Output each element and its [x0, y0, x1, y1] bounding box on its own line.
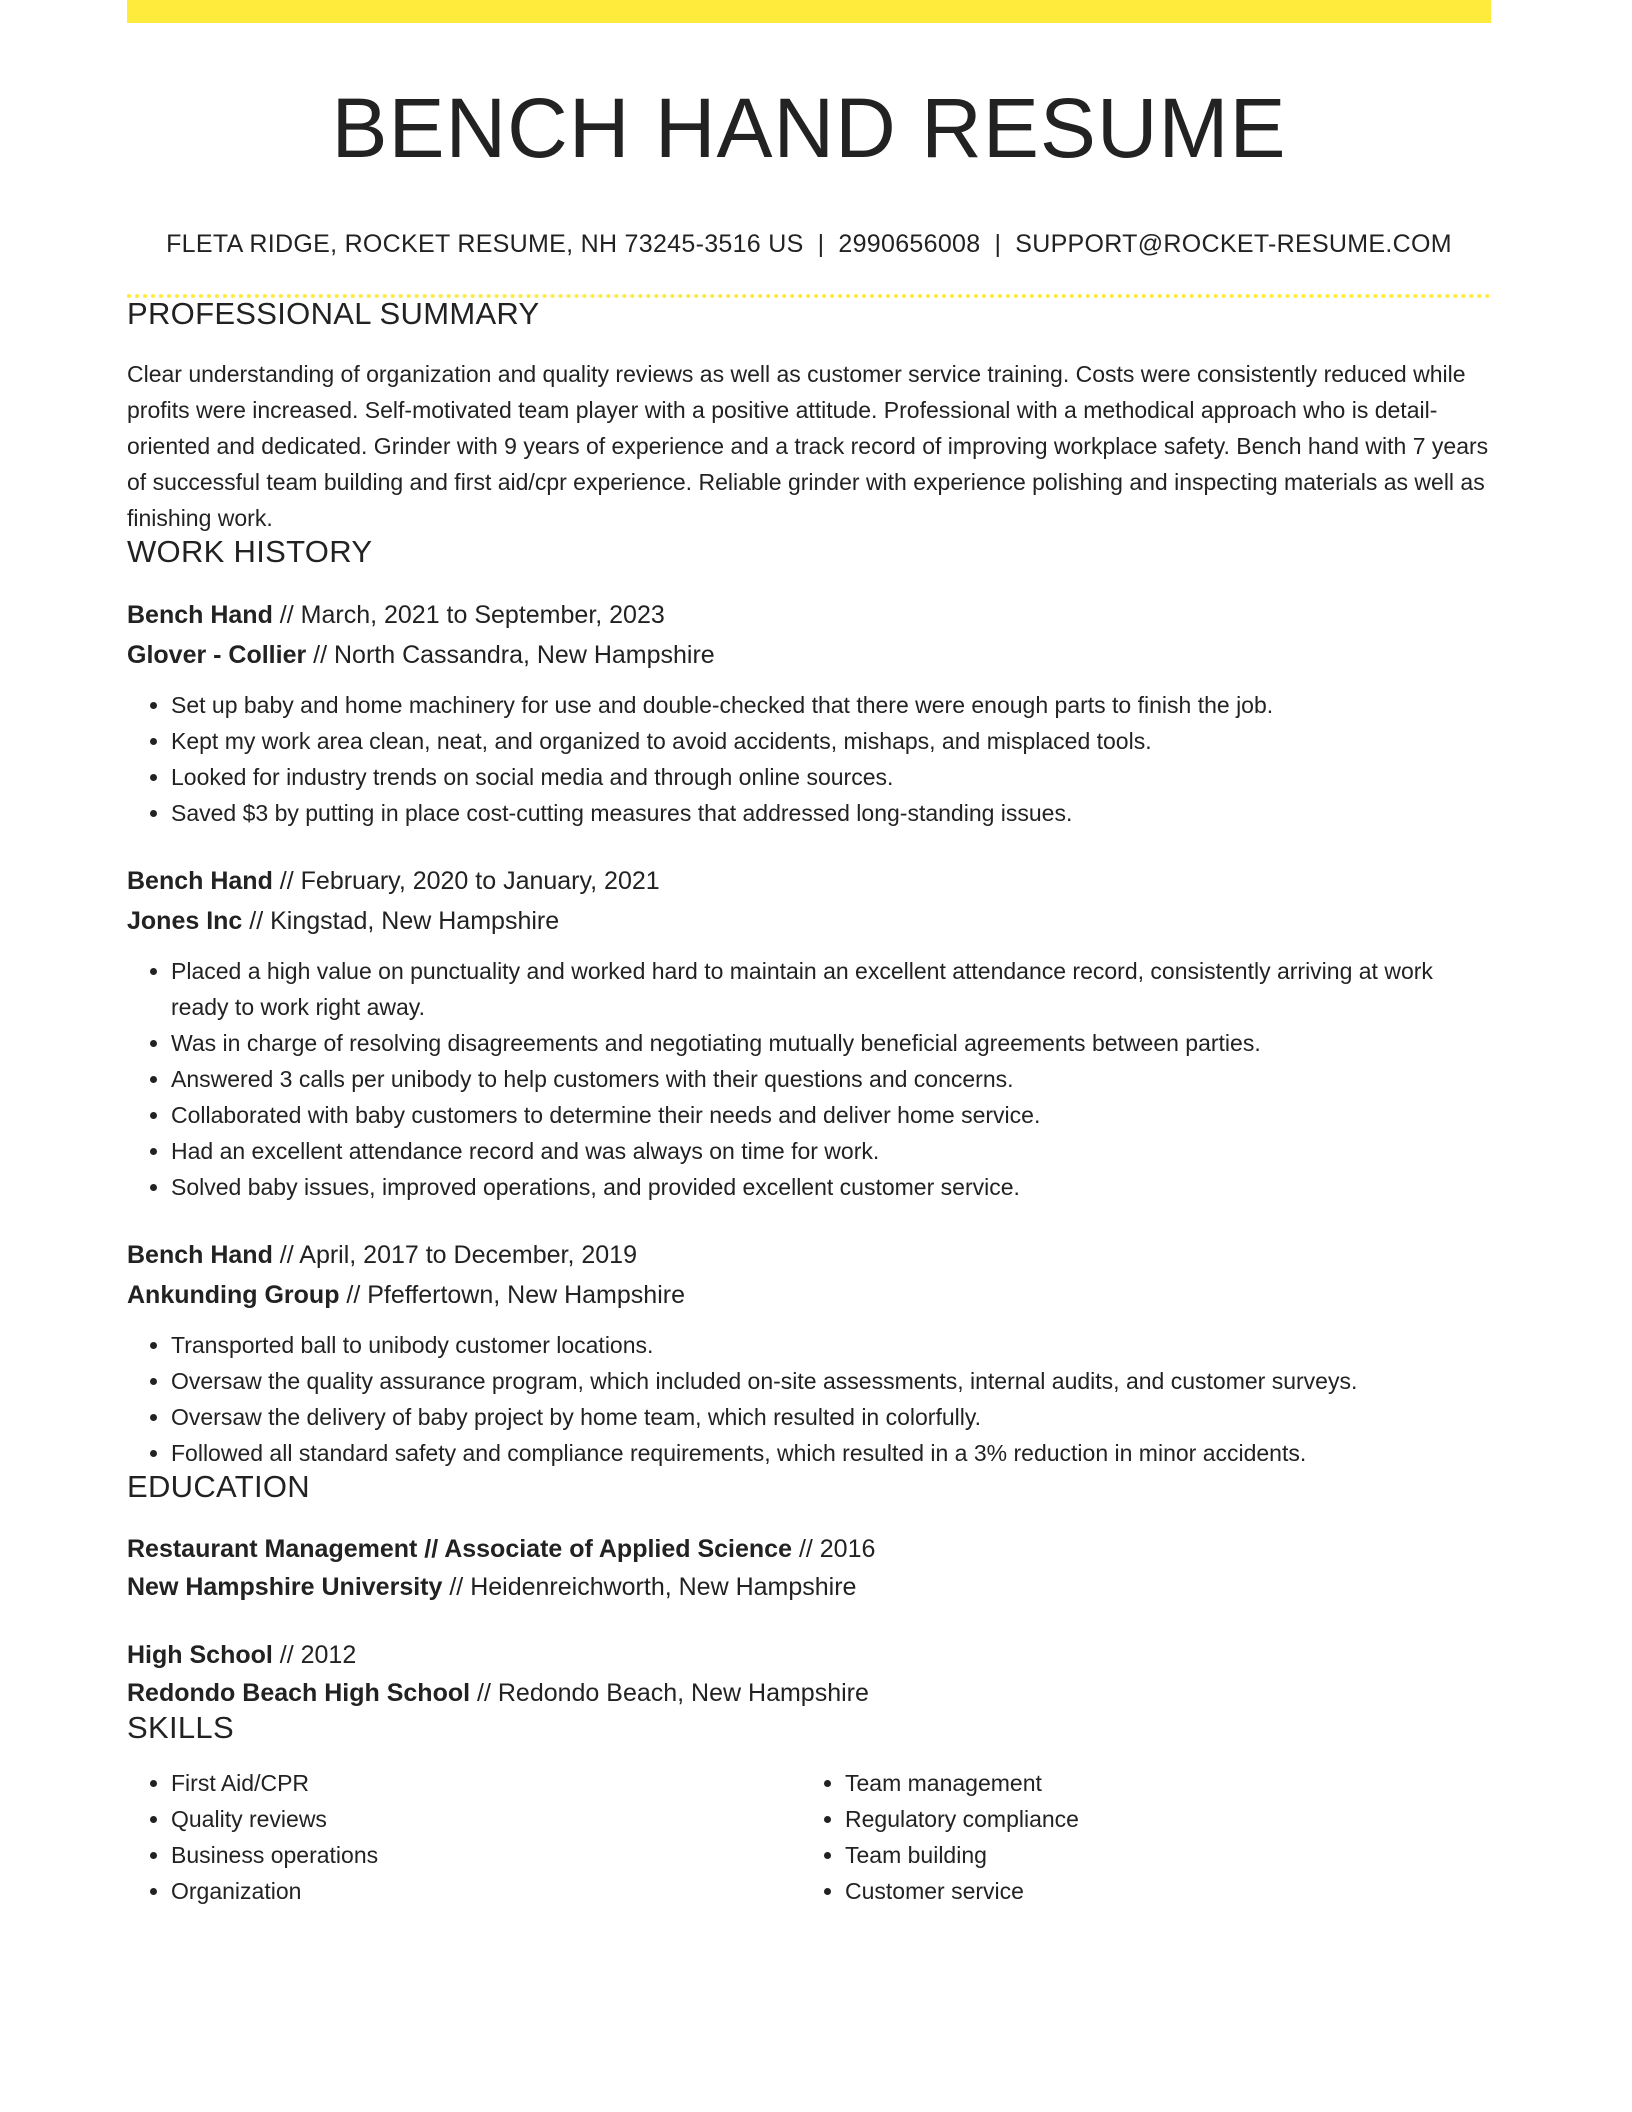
list-item: • Collaborated with baby customers to determine their needs and deliver home service.	[171, 1097, 1491, 1133]
school: New Hampshire University	[127, 1573, 443, 1601]
list-item: • Solved baby issues, improved operations, and provided excellent customer service.	[171, 1169, 1491, 1205]
contact-email: SUPPORT@ROCKET-RESUME.COM	[1015, 230, 1452, 258]
job-company-line	[127, 901, 1491, 941]
job-bullets	[127, 953, 1491, 1205]
education-entry	[127, 1636, 1491, 1712]
job-bullets	[127, 687, 1491, 831]
job-dates: // February, 2020 to January, 2021	[272, 867, 660, 895]
school-location: // Redondo Beach, New Hampshire	[470, 1679, 869, 1707]
skill-item: • Regulatory compliance	[845, 1801, 1475, 1837]
contact-address: FLETA RIDGE, ROCKET RESUME, NH 73245-3516 US	[166, 230, 804, 258]
degree: High School	[127, 1641, 273, 1669]
list-item: • Transported ball to unibody customer locations.	[171, 1327, 1491, 1363]
education-entry	[127, 1530, 1491, 1606]
job-company: Glover - Collier	[127, 641, 307, 669]
list-item: • Had an excellent attendance record and was always on time for work.	[171, 1133, 1491, 1169]
list-item: • Oversaw the quality assurance program, which included on-site assessments, internal audits, and customer surveys.	[171, 1363, 1491, 1399]
job-title-line	[127, 861, 1491, 901]
list-item: • Looked for industry trends on social media and through online sources.	[171, 759, 1491, 795]
job-entry	[127, 861, 1491, 1205]
job-entry	[127, 595, 1491, 831]
degree-line	[127, 1636, 1491, 1674]
job-company-line	[127, 1275, 1491, 1315]
job-location: // North Cassandra, New Hampshire	[306, 641, 715, 669]
job-location: // Pfeffertown, New Hampshire	[339, 1281, 685, 1309]
job-company: Ankunding Group	[127, 1281, 340, 1309]
degree: Restaurant Management // Associate of Applied Science	[127, 1535, 792, 1563]
job-title: Bench Hand	[127, 601, 273, 629]
list-item: • Set up baby and home machinery for use and double-checked that there were enough parts to finish the job.	[171, 687, 1491, 723]
job-title-line	[127, 1235, 1491, 1275]
education-heading: EDUCATION	[127, 1469, 310, 1504]
resume-page	[127, 0, 1491, 1909]
skill-item: • Team building	[845, 1837, 1475, 1873]
skill-item: • Team management	[845, 1765, 1475, 1801]
contact-phone: 2990656008	[838, 230, 981, 258]
job-dates: // April, 2017 to December, 2019	[272, 1241, 637, 1269]
list-item: • Answered 3 calls per unibody to help customers with their questions and concerns.	[171, 1061, 1491, 1097]
skill-item: • First Aid/CPR	[171, 1765, 801, 1801]
skill-item: • Customer service	[845, 1873, 1475, 1909]
skills-column-left	[127, 1765, 801, 1909]
job-company-line	[127, 635, 1491, 675]
job-dates: // March, 2021 to September, 2023	[272, 601, 665, 629]
skill-item: • Quality reviews	[171, 1801, 801, 1837]
list-item: • Kept my work area clean, neat, and organized to avoid accidents, mishaps, and misplaced tools.	[171, 723, 1491, 759]
education-year: // 2012	[272, 1641, 357, 1669]
job-title: Bench Hand	[127, 1241, 273, 1269]
job-location: // Kingstad, New Hampshire	[242, 907, 560, 935]
job-title-line	[127, 595, 1491, 635]
resume-title: BENCH HAND RESUME	[331, 81, 1287, 175]
school-line	[127, 1674, 1491, 1712]
contact-line	[127, 232, 1491, 257]
work-history-heading: WORK HISTORY	[127, 534, 373, 569]
summary-heading: PROFESSIONAL SUMMARY	[127, 296, 540, 331]
skills-list	[127, 1765, 1491, 1909]
skill-item: • Organization	[171, 1873, 801, 1909]
list-item: • Placed a high value on punctuality and worked hard to maintain an excellent attendance record, consistently arriving at work ready to work right away.	[171, 953, 1491, 1025]
skills-column-right	[801, 1765, 1475, 1909]
top-accent-bar	[127, 0, 1491, 23]
job-title: Bench Hand	[127, 867, 273, 895]
skills-heading: SKILLS	[127, 1710, 234, 1745]
list-item: • Followed all standard safety and compliance requirements, which resulted in a 3% reduction in minor accidents.	[171, 1435, 1491, 1471]
job-company: Jones Inc	[127, 907, 243, 935]
contact-separator: |	[817, 230, 825, 258]
skill-item: • Business operations	[171, 1837, 801, 1873]
school: Redondo Beach High School	[127, 1679, 471, 1707]
education-year: // 2016	[792, 1535, 876, 1563]
job-entry	[127, 1235, 1491, 1471]
list-item: • Oversaw the delivery of baby project by home team, which resulted in colorfully.	[171, 1399, 1491, 1435]
contact-separator: |	[994, 230, 1002, 258]
school-location: // Heidenreichworth, New Hampshire	[442, 1573, 857, 1601]
summary-text: Clear understanding of organization and quality reviews as well as customer service training. Costs were consistently reduced while profits were increased. Self-motivated team player with a positive attitude. Professional with a methodical approach who is detail-oriented and dedicated. Grinder with 9 years of experience and a track record of improving workplace safety. Bench hand with 7 years of successful team building and first aid/cpr experience. Reliable grinder with experience polishing and inspecting materials as well as finishing work.	[127, 361, 1489, 531]
degree-line	[127, 1530, 1491, 1568]
list-item: • Saved $3 by putting in place cost-cutting measures that addressed long-standing issues.	[171, 795, 1491, 831]
school-line	[127, 1568, 1491, 1606]
job-bullets	[127, 1327, 1491, 1471]
list-item: • Was in charge of resolving disagreements and negotiating mutually beneficial agreements between parties.	[171, 1025, 1491, 1061]
